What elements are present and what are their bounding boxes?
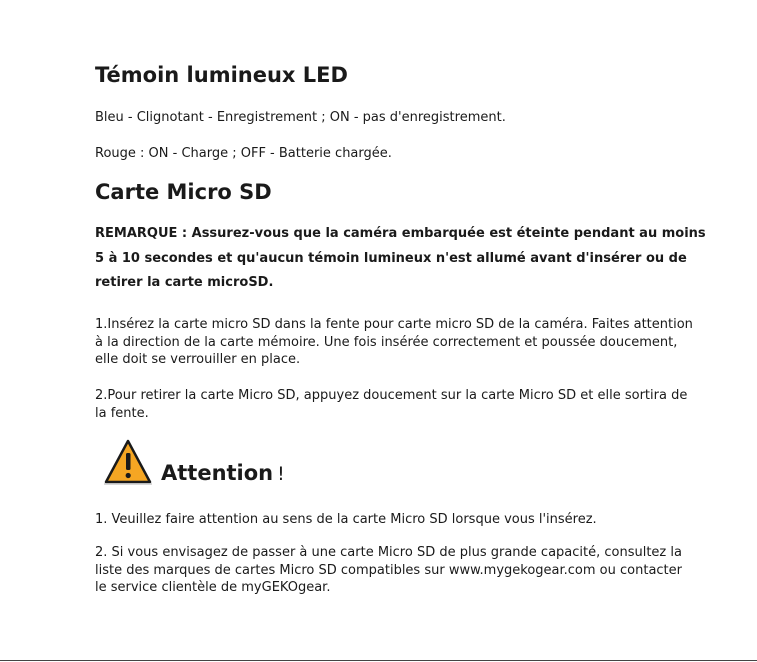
sd-section-title: Carte Micro SD	[95, 180, 272, 204]
led-red-description: Rouge : ON - Charge ; OFF - Batterie chargée.	[95, 146, 392, 161]
attention-exclamation: !	[277, 463, 285, 485]
warning-triangle-icon	[103, 438, 153, 486]
attention-title	[161, 461, 285, 485]
page-bottom-border	[0, 660, 757, 661]
attention-label: Attention	[161, 461, 274, 485]
attention-item-1: 1. Veuillez faire attention au sens de la carte Micro SD lorsque vous l'insérez.	[95, 512, 597, 527]
led-blue-description: Bleu - Clignotant - Enregistrement ; ON - pas d'enregistrement.	[95, 110, 506, 125]
led-section-title: Témoin lumineux LED	[95, 63, 348, 87]
sd-step-remove: 2.Pour retirer la carte Micro SD, appuyez doucement sur la carte Micro SD et elle sortira de la fente.	[95, 388, 688, 421]
attention-header	[103, 438, 403, 488]
sd-remark-note: REMARQUE : Assurez-vous que la caméra embarquée est éteinte pendant au moins 5 à 10 secondes et qu'aucun témoin lumineux n'est allumé avant d'insérer ou de retirer la carte microSD.	[95, 226, 706, 290]
attention-item-2: 2. Si vous envisagez de passer à une carte Micro SD de plus grande capacité, consultez la liste des marques de cartes Micro SD compatibles sur www.mygekogear.com ou contacter le service clientèle de myGEKOgear.	[95, 545, 682, 595]
sd-step-insert: 1.Insérez la carte micro SD dans la fente pour carte micro SD de la caméra. Faites attention à la direction de la carte mémoire. Une fois insérée correctement et poussée doucement, elle doit se verrouiller en place.	[95, 317, 693, 367]
